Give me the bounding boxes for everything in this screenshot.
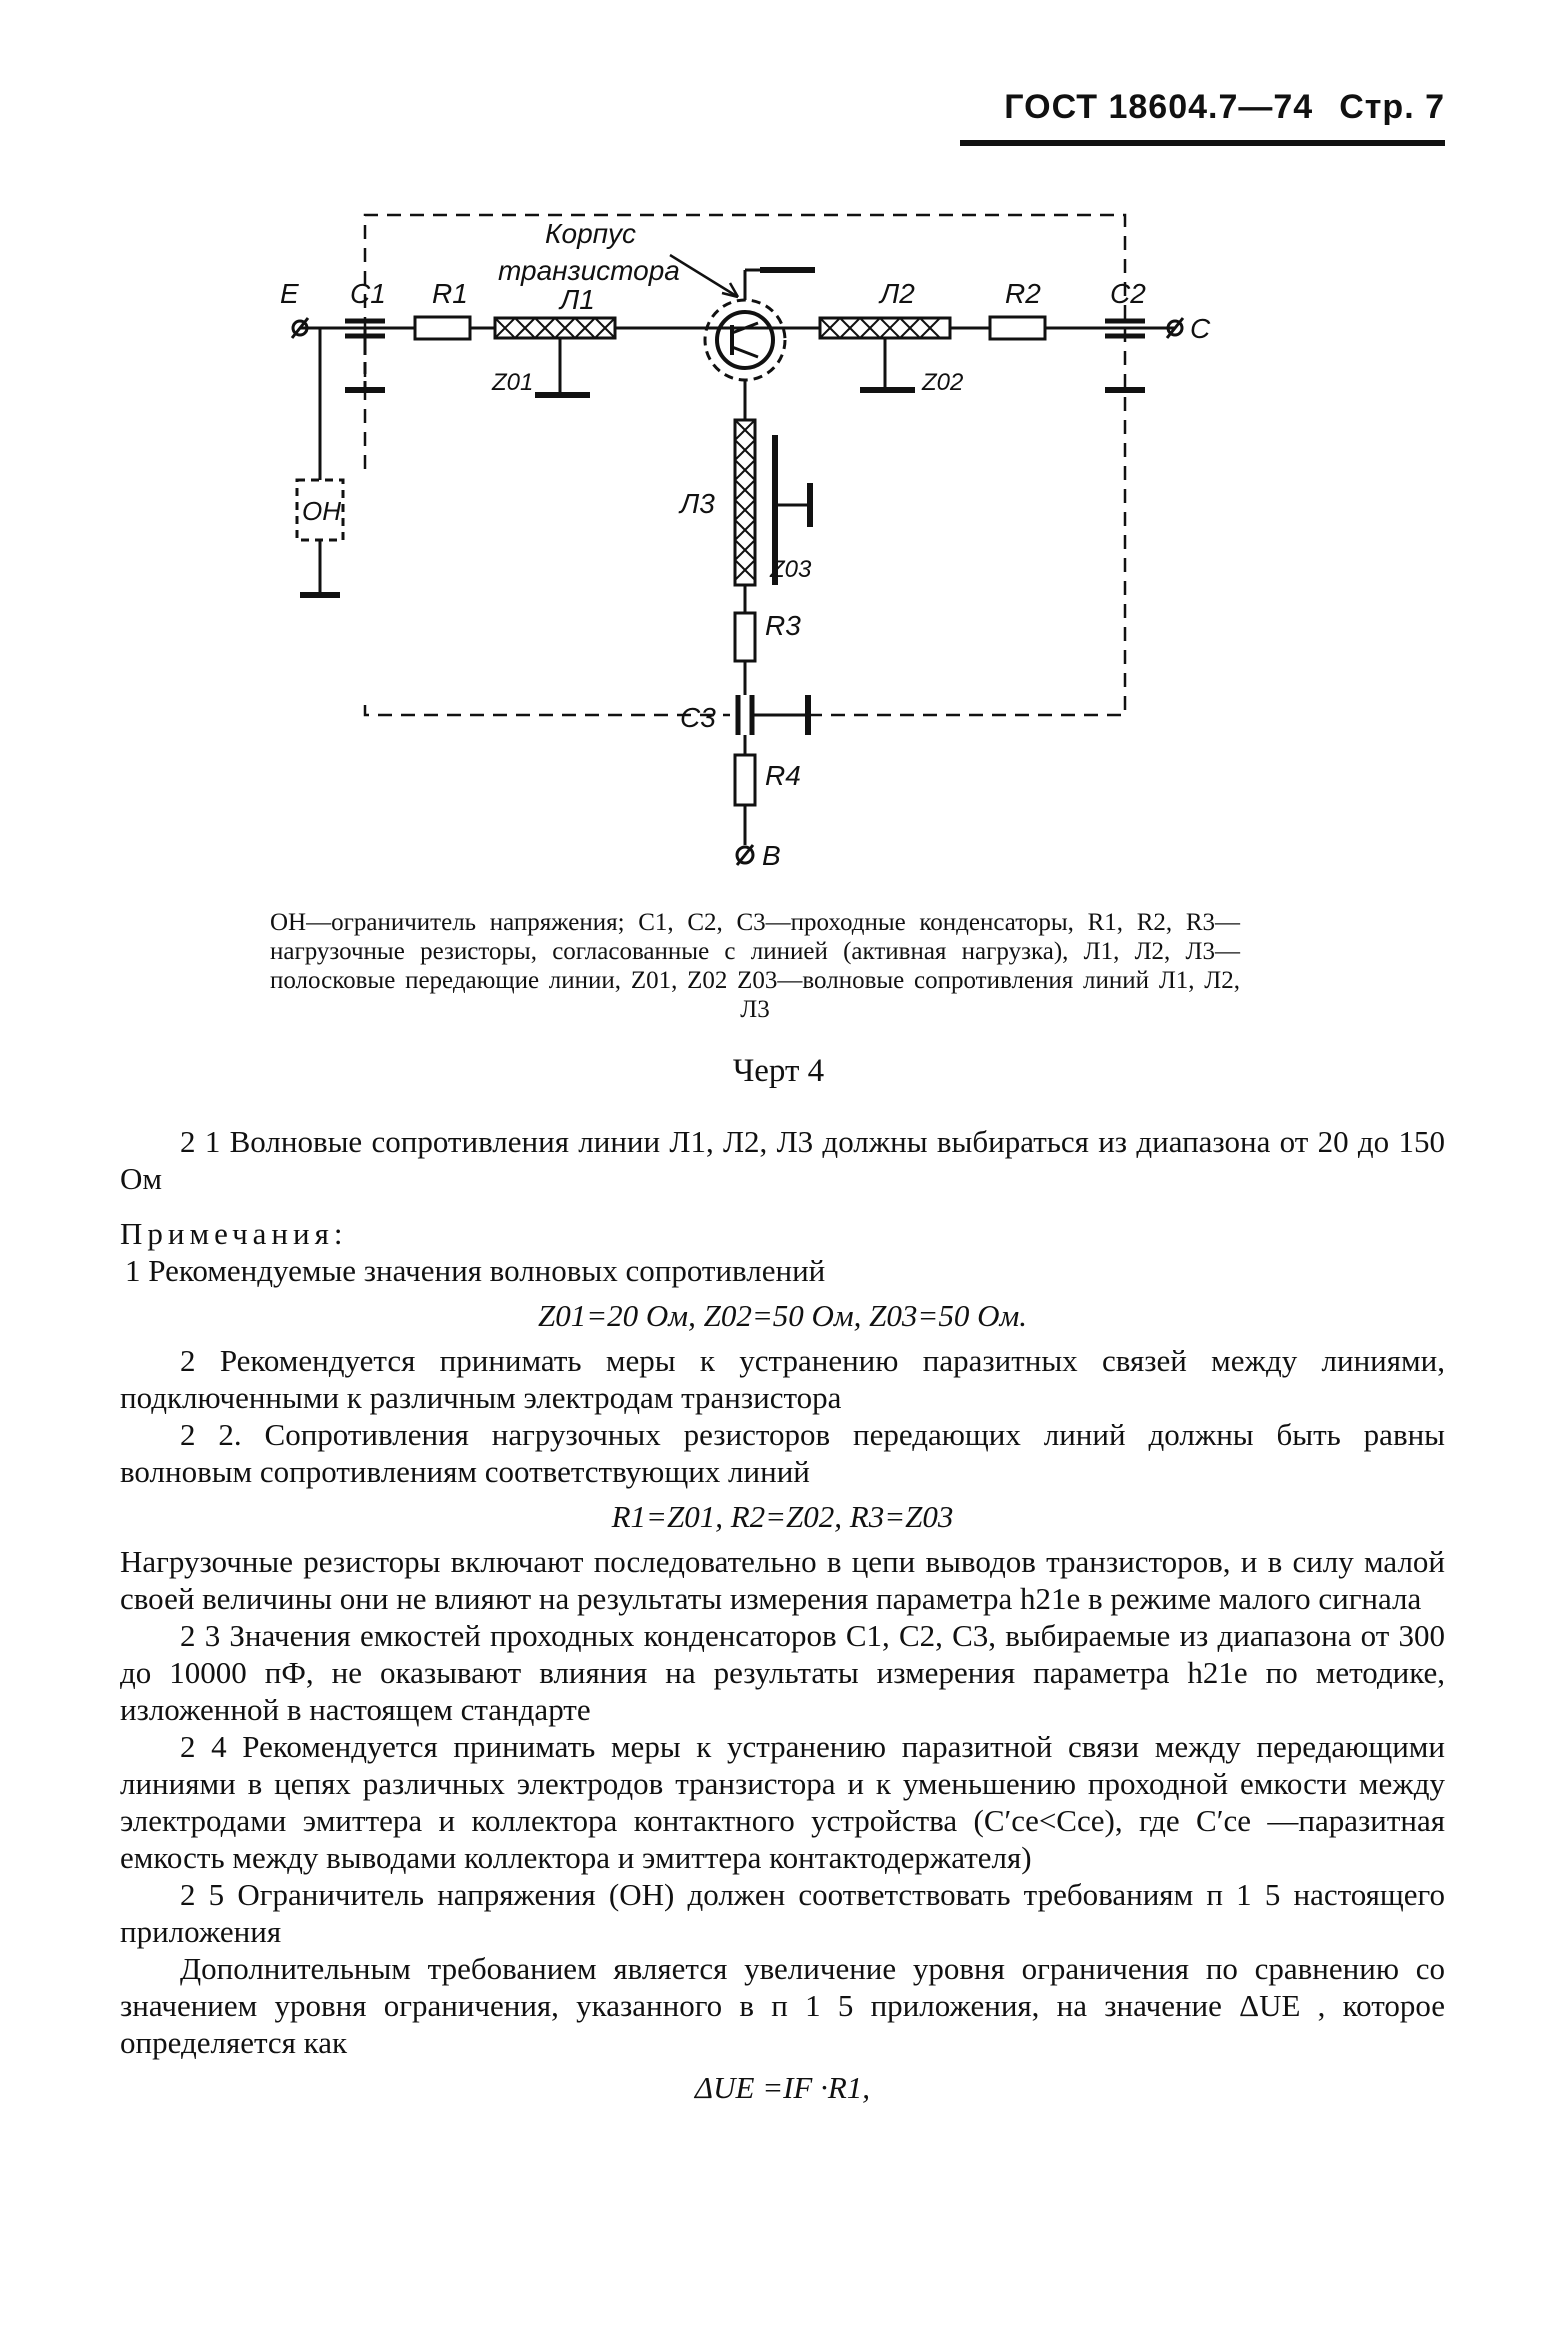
label-c: C xyxy=(1190,313,1211,344)
note-2: 2 Рекомендуется принимать меры к устранению паразитных связей между линиями, подключенными к различным электродам транзистора xyxy=(120,1343,1445,1415)
label-z02: Z02 xyxy=(922,369,964,396)
note-1-formula: Z01=20 Ом, Z02=50 Ом, Z03=50 Ом. xyxy=(538,1298,1027,1333)
label-r1: R1 xyxy=(432,278,468,309)
label-e: E xyxy=(280,278,299,309)
page-number: Стр. 7 xyxy=(1339,88,1445,126)
label-r4: R4 xyxy=(765,760,801,791)
label-z03: Z03 xyxy=(770,556,812,583)
body-text xyxy=(120,1123,1445,2114)
circuit-schematic xyxy=(270,195,1250,895)
label-r2: R2 xyxy=(1005,278,1041,309)
label-z01: Z01 xyxy=(492,369,534,396)
label-l3: Л3 xyxy=(680,488,715,519)
paragraph-2-3: 2 3 Значения емкостей проходных конденсаторов C1, C2, C3, выбираемые из диапазона от 300 до 10000 пФ, не оказывают влияния на результаты измерения параметра h21e по методике, изложенной в настоящем стандарте xyxy=(120,1618,1445,1727)
paragraph-2-2-formula: R1=Z01, R2=Z02, R3=Z03 xyxy=(611,1499,954,1534)
label-l2: Л2 xyxy=(880,278,915,309)
paragraph-2-1: 2 1 Волновые сопротивления линии Л1, Л2, Л3 должны выбираться из диапазона от 20 до 150 Ом xyxy=(120,1124,1445,1196)
label-r3: R3 xyxy=(765,610,801,641)
r1-resistor xyxy=(415,317,470,339)
label-c3: C3 xyxy=(680,702,716,733)
standard-number: ГОСТ 18604.7—74 xyxy=(1004,88,1314,126)
label-korpus: Корпус xyxy=(545,218,637,249)
figure-title: Черт 4 xyxy=(732,1053,825,1089)
r2-resistor xyxy=(990,317,1045,339)
label-tranzistora: транзистора xyxy=(498,255,680,286)
r3-resistor xyxy=(735,613,755,661)
r4-resistor xyxy=(735,755,755,805)
label-oh: ОН xyxy=(302,496,341,526)
page-header xyxy=(960,88,1445,148)
label-c1: C1 xyxy=(350,278,386,309)
figure-caption: ОН—ограничитель напряжения; C1, C2, C3—проходные конденсаторы, R1, R2, R3—нагрузочные резисторы, согласованные с линией (активная нагрузка), Л1, Л2, Л3—полосковые передающие линии, Z01, Z02 Z03—волновые сопротивления линий Л1, Л2, Л3 xyxy=(270,909,1240,1023)
label-c2: C2 xyxy=(1110,278,1146,309)
notes-heading: Примечания: xyxy=(120,1216,348,1251)
transistor-body xyxy=(717,312,773,368)
paragraph-2-2: 2 2. Сопротивления нагрузочных резисторов передающих линий должны быть равны волновым сопротивлениям соответствующих линий xyxy=(120,1417,1445,1489)
paragraph-2-5: 2 5 Ограничитель напряжения (ОН) должен соответствовать требованиям п 1 5 настоящего приложения xyxy=(120,1877,1445,1949)
paragraph-2-2-continued: Нагрузочные резисторы включают последовательно в цепи выводов транзисторов, и в силу малой своей величины они не влияют на результаты измерения параметра h21e в режиме малого сигнала xyxy=(120,1544,1445,1616)
label-b: B xyxy=(762,840,781,871)
paragraph-2-5-continued: Дополнительным требованием является увеличение уровня ограничения по сравнению со значением уровня ограничения, указанного в п 1 5 приложения, на значение ΔUE , которое определяется как xyxy=(120,1951,1445,2060)
header-rule xyxy=(960,140,1445,146)
final-formula: ΔUE =IF ·R1, xyxy=(694,2070,871,2105)
label-l1: Л1 xyxy=(560,284,595,315)
header-text xyxy=(1004,88,1445,127)
paragraph-2-4: 2 4 Рекомендуется принимать меры к устранению паразитной связи между передающими линиями в цепях различных электродов транзистора и к уменьшению проходной емкости между электродами эмиттера и коллектора контактного устройства (C′ce<Cce), где C′ce —паразитная емкость между выводами коллектора и эмиттера контактодержателя) xyxy=(120,1729,1445,1875)
note-1: 1 Рекомендуемые значения волновых сопротивлений xyxy=(125,1253,826,1288)
